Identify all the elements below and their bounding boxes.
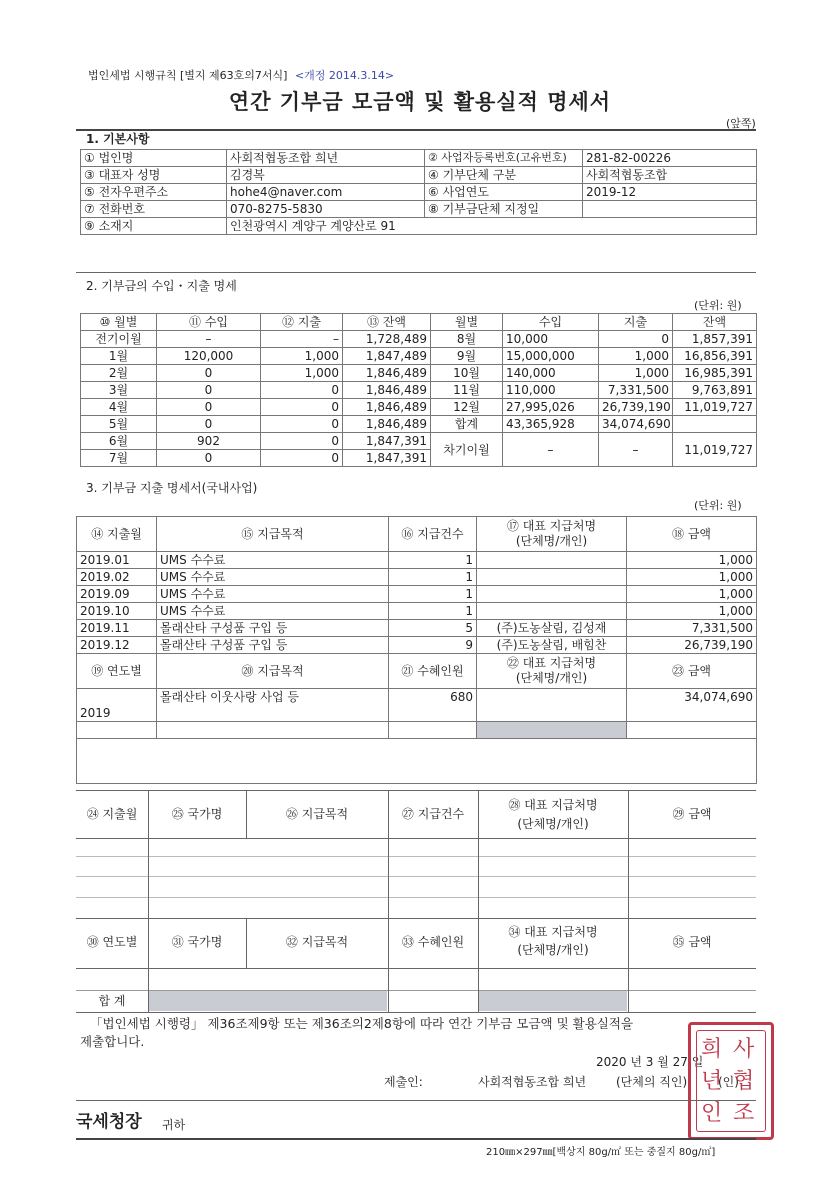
cell: 1,000: [627, 586, 757, 603]
cell: 2019.01: [77, 552, 157, 569]
basic-info-row: [81, 201, 757, 218]
rule: [76, 1012, 756, 1013]
cell: 1,000: [627, 552, 757, 569]
rule: [76, 838, 756, 839]
section3-unit: (단위: 원): [694, 499, 742, 512]
cell: 1,857,391: [673, 331, 757, 348]
cell: 1,847,489: [343, 348, 431, 365]
submission-date: 2020 년 3 월 27 일: [596, 1055, 704, 1069]
label-donation-org-type: ④ 기부단체 구분: [425, 167, 583, 184]
cell: 9월: [431, 348, 503, 365]
total-gray-cell: [149, 991, 387, 1011]
rule: [76, 918, 756, 919]
cell: 6월: [81, 433, 157, 450]
value-representative: 김경복: [227, 167, 425, 184]
cell: 0: [157, 399, 261, 416]
cell: UMS 수수료: [157, 586, 389, 603]
hdr-recipient-2-line1: ㉒ 대표 지급처명: [506, 656, 597, 670]
cell: 680: [389, 689, 477, 722]
carry-over-expense: –: [599, 433, 673, 467]
section1-top-rule: [76, 129, 756, 131]
cell: 1,728,489: [343, 331, 431, 348]
table-row: [77, 637, 757, 654]
cell: 전기이월: [81, 331, 157, 348]
hdr-amount-2: ㉓ 금액: [627, 654, 757, 689]
label-email: ⑤ 전자우편주소: [81, 184, 227, 201]
cell: 1: [389, 552, 477, 569]
cell: 0: [599, 331, 673, 348]
label-representative: ③ 대표자 성명: [81, 167, 227, 184]
cell: 몰래산타 구성품 구입 등: [157, 637, 389, 654]
income-table-header: [81, 314, 757, 331]
cell: 2019.10: [77, 603, 157, 620]
cell: [477, 603, 627, 620]
hdr-income-2: 수입: [503, 314, 599, 331]
label-phone: ⑦ 전화번호: [81, 201, 227, 218]
cell: 몰래산타 구성품 구입 등: [157, 620, 389, 637]
cell: 1,000: [627, 603, 757, 620]
carry-over-label: 차기이월: [431, 433, 503, 467]
cell: 4월: [81, 399, 157, 416]
hdr-country: ㉕ 국가명: [171, 807, 223, 821]
hdr-recipient-line1: ⑰ 대표 지급처명: [506, 519, 597, 533]
hdr-overseas-amount-2: ㉟ 금액: [672, 935, 712, 949]
table-row: [77, 739, 757, 784]
hdr-overseas-purpose: ㉖ 지급목적: [285, 807, 349, 821]
seal-mark: (인): [718, 1075, 739, 1089]
hdr-year: ⑲ 연도별: [77, 654, 157, 689]
submitter-name: 사회적협동조합 희년: [478, 1075, 587, 1089]
cell: (주)도농살림, 김성재: [477, 620, 627, 637]
revision-text: <개정 2014.3.14>: [294, 69, 395, 82]
recipient-suffix: 귀하: [162, 1118, 186, 1132]
section2-title: 2. 기부금의 수입・지출 명세: [86, 279, 237, 293]
cell: 12월: [431, 399, 503, 416]
statement-line-1: 「법인세법 시행령」 제36조제9항 또는 제36조의2제8항에 따라 연간 기부금 모금액 및 활용실적을: [90, 1016, 634, 1031]
recipient-name: 국세청장: [76, 1112, 142, 1132]
cell: 5: [389, 620, 477, 637]
cell: [673, 416, 757, 433]
hdr-balance: ⑬ 잔액: [343, 314, 431, 331]
cell: 몰래산타 이웃사랑 사업 등: [157, 689, 389, 722]
col-line: [148, 790, 149, 1012]
cell: 43,365,928: [503, 416, 599, 433]
cell: 10월: [431, 365, 503, 382]
cell: 3월: [81, 382, 157, 399]
submitter-label: 제출인:: [384, 1075, 423, 1089]
basic-info-table: [80, 149, 757, 235]
cell: [157, 722, 389, 739]
cell: 26,739,190: [599, 399, 673, 416]
total-gray-cell: [479, 991, 627, 1011]
cell: 2019.02: [77, 569, 157, 586]
table-row: [77, 552, 757, 569]
blank-band: [77, 739, 757, 784]
value-fiscal-year: 2019-12: [583, 184, 757, 201]
footer-rule: [76, 1100, 756, 1101]
table-row: [81, 399, 757, 416]
cell: 34,074,690: [627, 689, 757, 722]
cell: 1,846,489: [343, 399, 431, 416]
table-row: [81, 331, 757, 348]
cell: [389, 722, 477, 739]
cell: 0: [261, 416, 343, 433]
cell: 120,000: [157, 348, 261, 365]
cell: 2월: [81, 365, 157, 382]
cell: 26,739,190: [627, 637, 757, 654]
yearly-table-header: [77, 654, 757, 689]
value-address: 인천광역시 계양구 계양산로 91: [227, 218, 757, 235]
cell: 16,856,391: [673, 348, 757, 365]
table-row: [81, 433, 757, 450]
cell: [627, 722, 757, 739]
form-ref-text: 법인세법 시행규칙 [별지 제63호의7서식]: [88, 69, 288, 82]
hdr-beneficiaries: ㉑ 수혜인원: [389, 654, 477, 689]
domestic-table-header: [77, 517, 757, 552]
col-line: [628, 790, 629, 1012]
hdr-overseas-recipient2-1: ㉞ 대표 지급처명: [508, 925, 598, 939]
table-row: [81, 348, 757, 365]
cell: 11,019,727: [673, 399, 757, 416]
hdr-income: ⑪ 수입: [157, 314, 261, 331]
cell: 0: [157, 416, 261, 433]
cell: [477, 689, 627, 722]
table-row: [77, 603, 757, 620]
cell: 1,000: [261, 348, 343, 365]
value-corp-name: 사회적협동조합 희년: [227, 150, 425, 167]
basic-info-row: [81, 167, 757, 184]
total-label: 합 계: [98, 994, 126, 1008]
hdr-amount: ⑱ 금액: [627, 517, 757, 552]
hdr-overseas-beneficiaries: ㉝ 수혜인원: [401, 935, 465, 949]
cell: 1,000: [261, 365, 343, 382]
value-designation-date: [583, 201, 757, 218]
cell: 2019.09: [77, 586, 157, 603]
cell: 9: [389, 637, 477, 654]
income-expense-table: [80, 313, 757, 467]
table-row: [81, 416, 757, 433]
cell: UMS 수수료: [157, 552, 389, 569]
hdr-expense-2: 지출: [599, 314, 673, 331]
section3-title: 3. 기부금 지출 명세서(국내사업): [86, 481, 258, 495]
cell: 0: [261, 399, 343, 416]
carry-over-balance: 11,019,727: [673, 433, 757, 467]
cell: 2019.11: [77, 620, 157, 637]
table-row: [81, 365, 757, 382]
basic-info-row: [81, 218, 757, 235]
cell: 1,000: [599, 365, 673, 382]
gray-cell: [477, 722, 627, 739]
basic-info-row: [81, 150, 757, 167]
cell: (주)도농살림, 배힘찬: [477, 637, 627, 654]
cell: 2019: [77, 689, 157, 722]
cell: 1: [389, 569, 477, 586]
carry-over-income: –: [503, 433, 599, 467]
hdr-purpose: ⑮ 지급목적: [157, 517, 389, 552]
cell: 7,331,500: [627, 620, 757, 637]
hdr-overseas-count: ㉗ 지급건수: [401, 807, 465, 821]
table-row: [77, 586, 757, 603]
page-title: 연간 기부금 모금액 및 활용실적 명세서: [228, 90, 612, 114]
cell: 2019.12: [77, 637, 157, 654]
cell: UMS 수수료: [157, 569, 389, 586]
value-donation-org-type: 사회적협동조합: [583, 167, 757, 184]
hdr-expense-month: ⑭ 지출월: [77, 517, 157, 552]
cell: 1: [389, 603, 477, 620]
cell: 110,000: [503, 382, 599, 399]
cell: 1,846,489: [343, 382, 431, 399]
label-corp-name: ① 법인명: [81, 150, 227, 167]
cell: 16,985,391: [673, 365, 757, 382]
cell: 1월: [81, 348, 157, 365]
section1-title: 1. 기본사항: [86, 132, 150, 146]
label-fiscal-year: ⑥ 사업연도: [425, 184, 583, 201]
hdr-recipient: [477, 517, 627, 552]
basic-info-row: [81, 184, 757, 201]
label-business-number: ② 사업자등록번호(고유번호): [425, 150, 583, 167]
cell: 1,847,391: [343, 433, 431, 450]
organization-seal-stamp: 희 사 년 협 인 조: [688, 1022, 774, 1140]
cell: 1,846,489: [343, 416, 431, 433]
cell: 15,000,000: [503, 348, 599, 365]
label-designation-date: ⑧ 기부금단체 지정일: [425, 201, 583, 218]
cell: 11월: [431, 382, 503, 399]
cell: [77, 722, 157, 739]
hdr-country-2: ㉛ 국가명: [171, 935, 223, 949]
cell: [477, 586, 627, 603]
cell: 5월: [81, 416, 157, 433]
cell: 1,846,489: [343, 365, 431, 382]
cell: 1,000: [627, 569, 757, 586]
table-row: [77, 689, 757, 722]
cell: 0: [157, 450, 261, 467]
cell: 0: [261, 382, 343, 399]
rule: [76, 876, 756, 877]
table-row: [77, 722, 757, 739]
hdr-recipient-2-line2: (단체명/개인): [515, 671, 588, 685]
hdr-overseas-recipient2-2: (단체명/개인): [517, 943, 589, 957]
table-row: [77, 569, 757, 586]
hdr-recipient-2: [477, 654, 627, 689]
hdr-overseas-amount: ㉙ 금액: [672, 807, 712, 821]
cell: 34,074,690: [599, 416, 673, 433]
value-email: hohe4@naver.com: [227, 184, 425, 201]
hdr-overseas-recipient-2: (단체명/개인): [517, 817, 589, 831]
paper-spec: 210㎜×297㎜[백상지 80g/㎡ 또는 중질지 80g/㎡]: [486, 1147, 716, 1158]
rule: [76, 897, 756, 898]
cell: –: [261, 331, 343, 348]
cell: [477, 569, 627, 586]
rule: [76, 856, 756, 857]
section2-top-rule: [76, 272, 756, 273]
statement-line-2: 제출합니다.: [80, 1034, 145, 1049]
cell: 1,847,391: [343, 450, 431, 467]
hdr-overseas-month: ㉔ 지출월: [86, 807, 138, 821]
cell: 902: [157, 433, 261, 450]
seal-note: (단체의 직인): [616, 1075, 688, 1089]
cell: 10,000: [503, 331, 599, 348]
cell: 0: [261, 450, 343, 467]
cell: 1: [389, 586, 477, 603]
col-line: [388, 790, 389, 1012]
cell: UMS 수수료: [157, 603, 389, 620]
table-row: [77, 620, 757, 637]
cell: 7,331,500: [599, 382, 673, 399]
hdr-month-2: 월별: [431, 314, 503, 331]
page-side-label: (앞쪽): [726, 117, 756, 130]
cell: 27,995,026: [503, 399, 599, 416]
cell: 8월: [431, 331, 503, 348]
cell: 0: [157, 365, 261, 382]
label-address: ⑨ 소재지: [81, 218, 227, 235]
bottom-rule: [76, 1138, 756, 1140]
cell: 7월: [81, 450, 157, 467]
section2-unit: (단위: 원): [694, 299, 742, 312]
hdr-overseas-recipient-1: ㉘ 대표 지급처명: [508, 798, 598, 812]
domestic-expense-table: [76, 516, 757, 784]
cell: [477, 552, 627, 569]
cell: 합계: [431, 416, 503, 433]
value-business-number: 281-82-00226: [583, 150, 757, 167]
form-reference: [88, 70, 394, 81]
hdr-month: ⑩ 월별: [81, 314, 157, 331]
value-phone: 070-8275-5830: [227, 201, 425, 218]
rule: [76, 968, 756, 969]
hdr-balance-2: 잔액: [673, 314, 757, 331]
hdr-count: ⑯ 지급건수: [389, 517, 477, 552]
hdr-recipient-line2: (단체명/개인): [515, 534, 588, 548]
table-row: [81, 382, 757, 399]
cell: 0: [261, 433, 343, 450]
hdr-purpose-2: ⑳ 지급목적: [157, 654, 389, 689]
cell: 9,763,891: [673, 382, 757, 399]
cell: –: [157, 331, 261, 348]
cell: 0: [157, 382, 261, 399]
cell: 140,000: [503, 365, 599, 382]
cell: 1,000: [599, 348, 673, 365]
hdr-overseas-purpose-2: ㉜ 지급목적: [285, 935, 349, 949]
hdr-overseas-year: ㉚ 연도별: [86, 935, 138, 949]
rule: [76, 790, 756, 791]
hdr-expense: ⑫ 지출: [261, 314, 343, 331]
